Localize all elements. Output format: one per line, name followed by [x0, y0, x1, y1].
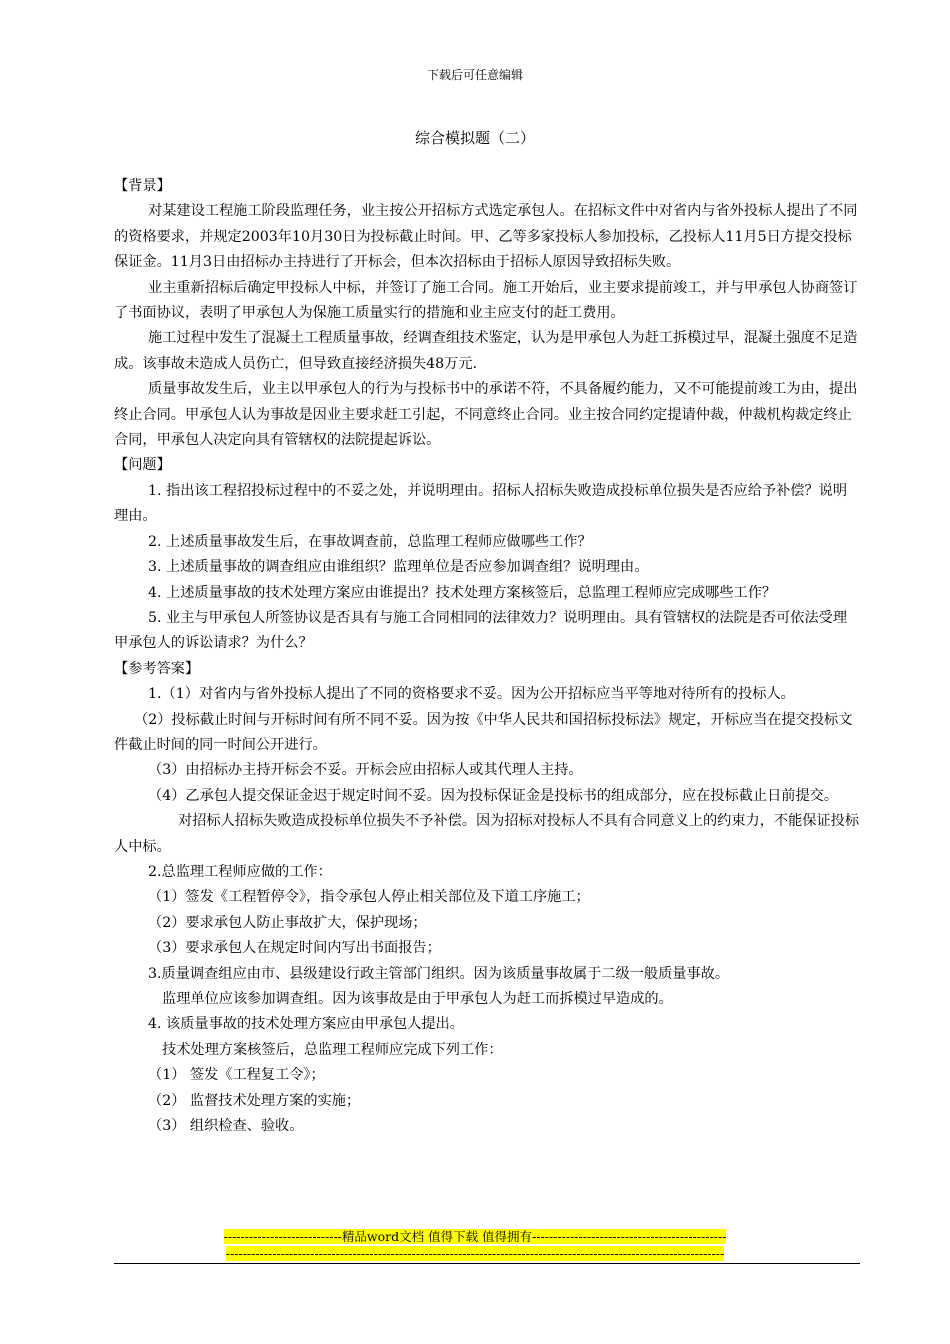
document-title: 综合模拟题（二） — [414, 129, 535, 147]
background-heading: 【背景】 — [114, 178, 171, 194]
answer-1-point-2: （2）投标截止时间与开标时间有所不同不妥。因为按《中华人民共和国招标投标法》规定，开标应当在提交投标文件截止时间的同一时间公开进行。 — [114, 711, 853, 753]
answer-2-intro: 2.总监理工程师应做的工作： — [148, 863, 332, 880]
background-paragraph-4: 质量事故发生后，业主以甲承包人的行为与投标书中的承诺不符，不具备履约能力，又不可能提前竣工为由，提出终止合同。甲承包人认为事故是因业主要求赶工引起，不同意终止合同。业主按合同约定提请仲裁，仲裁机构裁定终止合同，甲承包人决定向具有管辖权的法院提起诉讼。 — [114, 381, 858, 449]
document-body — [114, 174, 860, 1139]
answer-4-tasks-intro: 技术处理方案核签后，总监理工程师应完成下列工作： — [162, 1041, 503, 1058]
answers-heading: 【参考答案】 — [114, 660, 200, 677]
questions-heading: 【问题】 — [114, 457, 171, 474]
answer-1-point-3: （3）由招标办主持开标会不妥。开标会应由招标人或其代理人主持。 — [148, 762, 583, 779]
answer-4-item-1: （1） 签发《工程复工令》； — [148, 1067, 325, 1084]
answer-1-point-4: （4）乙承包人提交保证金迟于规定时间不妥。因为投标保证金是投标书的组成部分，应在投标截止日前提交。 — [148, 787, 839, 804]
background-paragraph-3: 施工过程中发生了混凝土工程质量事故，经调查组技术鉴定，认为是甲承包人为赶工拆模过早，混凝土强度不足造成。该事故未造成人员伤亡，但导致直接经济损失48万元. — [114, 330, 858, 372]
answer-4-item-3: （3） 组织检查、验收。 — [148, 1118, 304, 1135]
answer-3-organizer: 3.质量调查组应由市、县级建设行政主管部门组织。因为该质量事故属于二级一般质量事故。 — [148, 965, 730, 982]
footer-banner-line-2: ---------------------------------------------------------------------------------------------------------------------- — [225, 1246, 725, 1261]
background-paragraph-2: 业主重新招标后确定甲投标人中标，并签订了施工合同。施工开始后，业主要求提前竣工，并与甲承包人协商签订了书面协议，表明了甲承包人为保施工质量实行的措施和业主应支付的赶工费用。 — [114, 279, 858, 322]
footer-banner-line-1: ----------------------------精品word文档 值得下载 值得拥有---------------------------------------------- — [223, 1229, 727, 1244]
footer-banner — [0, 1228, 950, 1262]
header-note: 下载后可任意编辑 — [426, 68, 523, 82]
answer-4-intro: 4. 该质量事故的技术处理方案应由甲承包人提出。 — [148, 1016, 464, 1033]
answer-4-item-2: （2） 监督技术处理方案的实施； — [148, 1092, 361, 1109]
answer-2-item-3: （3）要求承包人在规定时间内写出书面报告； — [148, 940, 441, 957]
question-1: 1. 指出该工程招投标过程中的不妥之处，并说明理由。招标人招标失败造成投标单位损失是否应给予补偿？说明理由。 — [114, 482, 848, 525]
question-3: 3. 上述质量事故的调查组应由谁组织？监理单位是否应参加调查组？说明理由。 — [148, 559, 649, 576]
answer-2-item-2: （2）要求承包人防止事故扩大，保护现场； — [148, 914, 427, 931]
answer-1-point-1: 1.（1）对省内与省外投标人提出了不同的资格要求不妥。因为公开招标应当平等地对待所有的投标人。 — [148, 686, 795, 703]
question-2: 2. 上述质量事故发生后，在事故调查前，总监理工程师应做哪些工作？ — [148, 533, 592, 550]
footer-rule — [114, 1263, 860, 1264]
answer-1-compensation: 对招标人招标失败造成投标单位损失不予补偿。因为招标对投标人不具有合同意义上的约束力，不能保证投标人中标。 — [114, 813, 860, 855]
answer-2-item-1: （1）签发《工程暂停令》，指令承包人停止相关部位及下道工序施工； — [148, 889, 590, 906]
question-5: 5. 业主与甲承包人所签协议是否具有与施工合同相同的法律效力？说明理由。具有管辖权的法院是否可依法受理甲承包人的诉讼请求？为什么？ — [114, 609, 848, 652]
question-4: 4. 上述质量事故的技术处理方案应由谁提出？技术处理方案核签后，总监理工程师应完成哪些工作？ — [148, 584, 777, 601]
answer-3-supervision: 监理单位应该参加调查组。因为该事故是由于甲承包人为赶工而拆模过早造成的。 — [162, 991, 673, 1007]
background-paragraph-1: 对某建设工程施工阶段监理任务，业主按公开招标方式选定承包人。在招标文件中对省内与省外投标人提出了不同的资格要求，并规定2003年10月30日为投标截止时间。甲、乙等多家投标人参加投标，乙投标人11月5日方提交投标保证金。11月3日由招标办主持进行了开标会，但本次招标由于招标人原因导致招标失败。 — [114, 203, 858, 271]
